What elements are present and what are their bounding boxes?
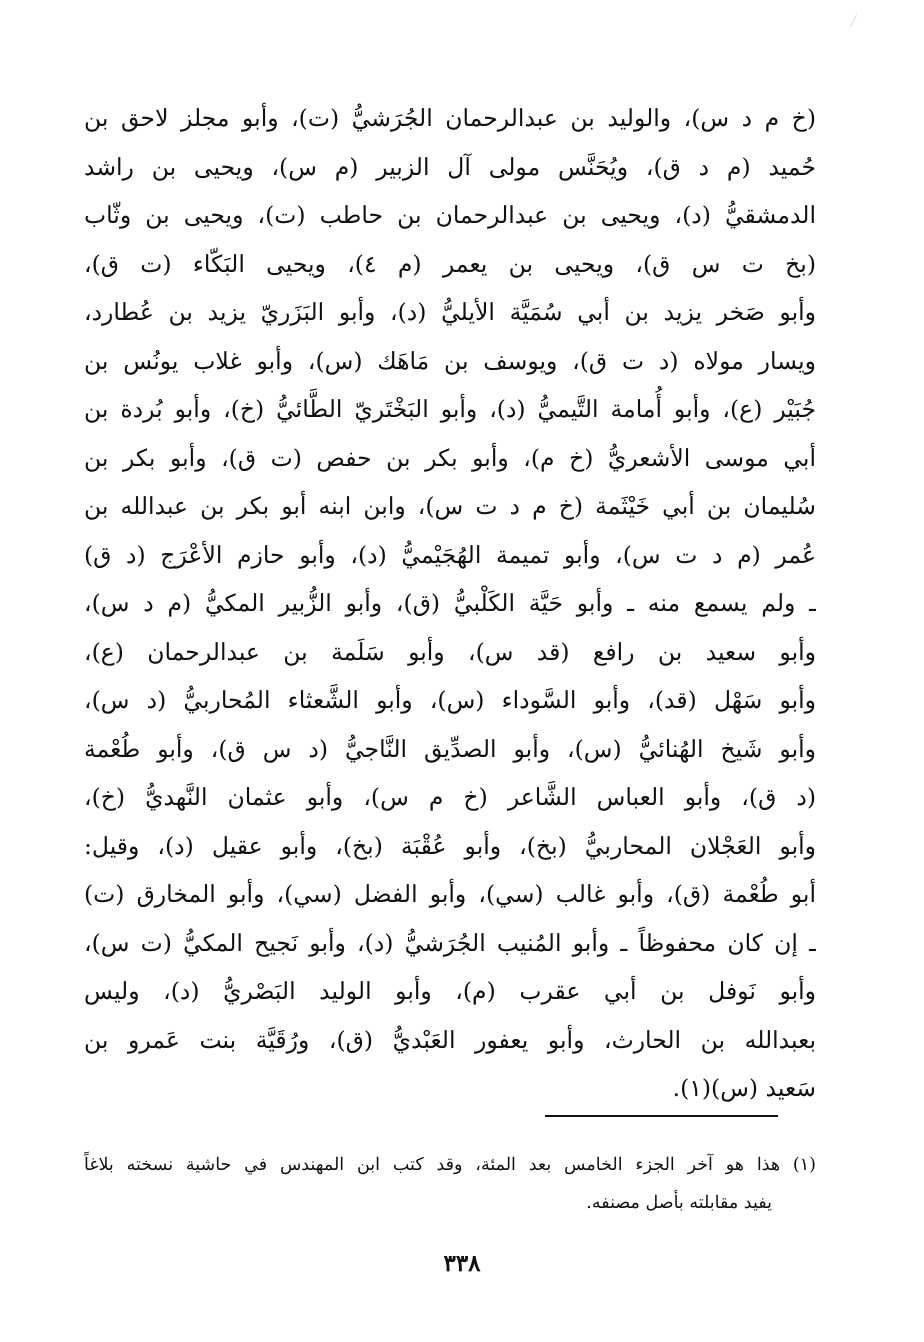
scan-mark [850,14,857,27]
text-line: وأبو سَهْل (قد)، وأبو السَّوداء (س)، وأبو الشَّعثاء المُحاربيُّ (د س)، [84,686,816,714]
footnote-line: يفيد مقابلته بأصل مصنفه. [586,1193,772,1213]
text-line: وأبو سعيد بن رافع (قد س)، وأبو سَلَمة بن عبدالرحمان (ع)، [84,637,816,666]
text-line: سُليمان بن أبي خَيْثَمة (خ م د ت س)، وابن ابنه أبو بكر بن عبدالله بن [84,492,816,520]
text-line: ويسار مولاه (د ت ق)، ويوسف بن مَاهَك (س)، وأبو غلاب يونُس بن [84,346,816,375]
text-line: حُميد (م د ق)، ويُحَنَّس مولى آل الزبير (م س)، ويحيى بن راشد [84,152,816,181]
text-line: (د ق)، وأبو العباس الشَّاعر (خ م س)، وأبو عثمان النَّهديُّ (خ)، [84,783,816,811]
text-line: ـ ولم يسمع منه ـ وأبو حَيَّة الكَلْبيُّ (ق)، وأبو الزُّبير المكيُّ (م د س)، [84,589,816,617]
footnote-separator [545,1115,778,1117]
page-number: ٣٣٨ [443,1250,481,1277]
text-line: جُبَيْر (ع)، وأبو أُمامة التَّيميُّ (د)، وأبو البَخْتَريّ الطَّائيُّ (خ)، وأبو بُردة بن [84,395,816,423]
main-text [84,94,816,1113]
text-line: أبو طُعْمة (ق)، وأبو غالب (سي)، وأبو الفضل (سي)، وأبو المخارق (ت) [84,880,816,908]
text-line: وأبو العَجْلان المحاربيُّ (بخ)، وأبو عُقْبَة (بخ)، وأبو عقيل (د)، وقيل: [84,831,816,860]
text-line: الدمشقيُّ (د)، ويحيى بن عبدالرحمان بن حاطب (ت)، ويحيى بن وثّاب [84,201,816,229]
text-line: سَعيد (س)(١). [672,1074,816,1102]
text-line: ـ إن كان محفوظاً ـ وأبو المُنيب الجُرَشيُّ (د)، وأبو نَجيح المكيُّ (ت س)، [84,928,816,957]
text-line: وأبو صَخر يزيد بن أبي سُمَيَّة الأيليُّ (د)، وأبو البَزَريّ يزيد بن عُطارد، [84,298,816,326]
text-line: (خ م د س)، والوليد بن عبدالرحمان الجُرَشيُّ (ت)، وأبو مجلز لاحق بن [84,104,816,132]
footnote [84,1146,816,1222]
footnote-line: (١) هذا هو آخر الجزء الخامس بعد المئة، وقد كتب ابن المهندس في حاشية نسخته بلاغاً [84,1155,816,1175]
text-line: أبي موسى الأشعريُّ (خ م)، وأبو بكر بن حفص (ت ق)، وأبو بكر بن [84,443,816,472]
text-line: وأبو نَوفل بن أبي عقرب (م)، وأبو الوليد البَصْريُّ (د)، وليس [84,977,816,1005]
text-line: وأبو شَيخ الهُنائيُّ (س)، وأبو الصدِّيق النَّاجيُّ (د س ق)، وأبو طُعْمة [84,734,816,763]
text-line: بعبدالله بن الحارث، وأبو يعفور العَبْديُّ (ق)، ورُقَيَّة بنت عَمرو بن [84,1025,816,1054]
text-line: (بخ ت س ق)، ويحيى بن يعمر (م ٤)، ويحيى البَكّاء (ت ق)، [84,249,816,278]
text-line: عُمر (م د ت س)، وأبو تميمة الهُجَيْميُّ (د)، وأبو حازم الأعْرَج (د ق) [84,540,816,569]
